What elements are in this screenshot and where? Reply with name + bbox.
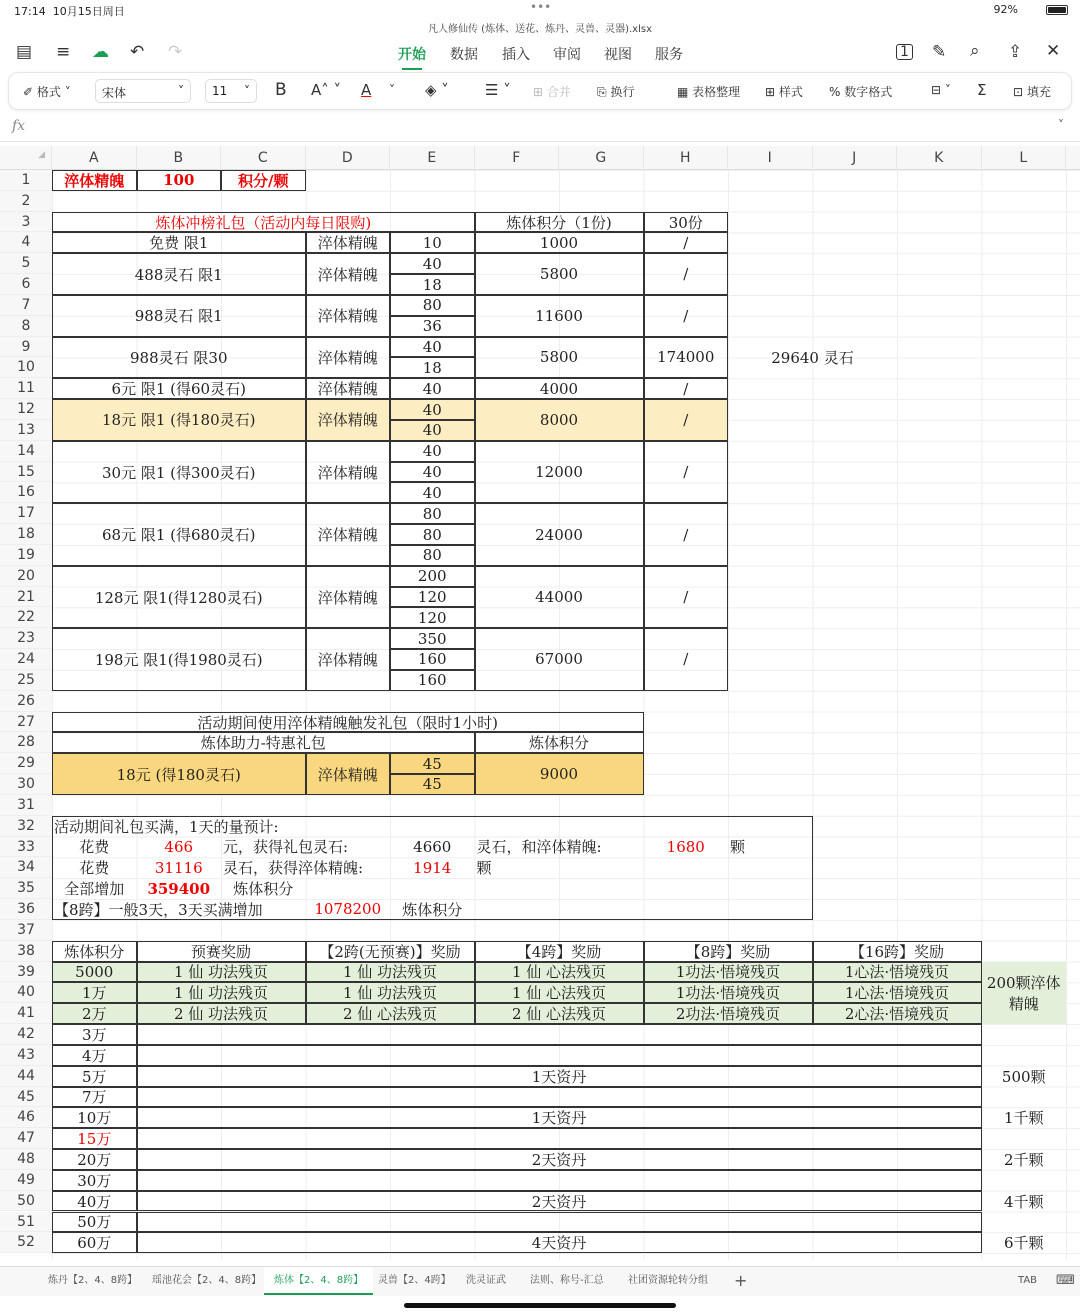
layout-icon[interactable]: ⊟ ˅ <box>931 83 951 97</box>
pack-qty[interactable]: 40 <box>390 441 475 462</box>
estimate-all-label[interactable]: 全部增加 <box>64 880 125 899</box>
estimate-text[interactable]: 炼体积分 <box>233 880 294 899</box>
reward-score[interactable]: 15万 <box>52 1128 137 1149</box>
brush-icon: ✐ <box>23 85 34 99</box>
row-header[interactable]: 17 <box>0 503 52 524</box>
estimate-value[interactable]: 1680 <box>666 837 705 856</box>
pack-name[interactable]: 988灵石 限1 <box>52 295 306 337</box>
pack-qty[interactable]: 160 <box>390 670 475 691</box>
row-header[interactable]: 14 <box>0 441 52 462</box>
estimate-cost-label[interactable]: 花费 <box>79 838 110 857</box>
reward-score[interactable]: 50万 <box>52 1212 137 1233</box>
row-header[interactable]: 47 <box>0 1128 52 1149</box>
percent-icon: % <box>829 85 841 99</box>
row-header[interactable]: 25 <box>0 670 52 691</box>
pack-h[interactable]: / <box>644 441 729 503</box>
pack-qty[interactable]: 40 <box>390 378 475 399</box>
table-tidy-button[interactable]: ▦ 表格整理 <box>677 85 741 99</box>
pack-qty[interactable]: 40 <box>390 337 475 358</box>
row-header[interactable]: 6 <box>0 274 52 295</box>
pack-item[interactable]: 淬体精魄 <box>306 628 391 690</box>
row-header[interactable]: 52 <box>0 1232 52 1253</box>
fill-icon: ⊡ <box>1013 85 1024 99</box>
column-header-b[interactable]: B <box>137 146 222 170</box>
row-header[interactable]: 42 <box>0 1024 52 1045</box>
pack-qty[interactable]: 80 <box>390 524 475 545</box>
font-color-icon[interactable]: A <box>361 81 372 99</box>
estimate-value[interactable]: 1078200 <box>314 900 382 919</box>
reward-cell[interactable]: 2万 <box>52 1003 137 1024</box>
column-headers <box>0 146 1080 170</box>
estimate-line-1[interactable]: 活动期间礼包买满，1天的量预计: <box>54 817 279 836</box>
row-header[interactable]: 50 <box>0 1191 52 1212</box>
pack-score[interactable]: 11600 <box>475 295 644 337</box>
pack-score[interactable]: 5800 <box>475 253 644 295</box>
pack-qty[interactable]: 350 <box>390 628 475 649</box>
pack-score[interactable]: 4000 <box>475 378 644 399</box>
estimate-value[interactable]: 359400 <box>147 879 211 898</box>
merge-icon: ⊞ <box>533 85 544 99</box>
style-icon: ⊞ <box>765 85 776 99</box>
reward-l-value[interactable]: 4千颗 <box>1003 1192 1044 1211</box>
pack-qty[interactable]: 80 <box>390 545 475 566</box>
pack-qty[interactable]: 10 <box>390 232 475 253</box>
reward-dan[interactable]: 2天资丹 <box>531 1150 587 1169</box>
row-header[interactable]: 20 <box>0 566 52 587</box>
row-header[interactable]: 8 <box>0 316 52 337</box>
row-header[interactable]: 22 <box>0 607 52 628</box>
column-header-j[interactable]: J <box>813 146 898 170</box>
reward-row[interactable] <box>137 1128 982 1149</box>
estimate-text[interactable]: 颗 <box>476 859 492 878</box>
row-header[interactable]: 51 <box>0 1212 52 1233</box>
reward-cell[interactable]: 1 仙 功法残页 <box>306 962 475 983</box>
pack-h[interactable]: / <box>644 295 729 337</box>
row-header[interactable]: 35 <box>0 878 52 899</box>
row-header[interactable]: 26 <box>0 691 52 712</box>
row-header[interactable]: 3 <box>0 212 52 233</box>
fill-button[interactable]: ⊡ 填充 <box>1013 85 1051 99</box>
row-header[interactable]: 24 <box>0 649 52 670</box>
pack-qty[interactable]: 200 <box>390 566 475 587</box>
reward-l-value[interactable]: 6千颗 <box>1003 1234 1044 1253</box>
estimate-text[interactable]: 颗 <box>730 838 746 857</box>
formula-bar <box>0 112 1080 142</box>
row-header[interactable]: 27 <box>0 712 52 733</box>
reward-cell[interactable]: 1 仙 心法残页 <box>475 962 644 983</box>
pack-name[interactable]: 988灵石 限30 <box>52 337 306 379</box>
reward-score[interactable]: 3万 <box>52 1024 137 1045</box>
sheet-tab[interactable]: 瑶池花会【2、4、8跨】 <box>152 1275 262 1286</box>
tab-home[interactable]: 开始 <box>398 44 426 64</box>
share-icon[interactable]: ⇪ <box>1008 42 1023 62</box>
reward-score[interactable]: 5万 <box>52 1066 137 1087</box>
reward-cell[interactable]: 1心法·悟境残页 <box>813 982 982 1003</box>
estimate-text[interactable]: 炼体积分 <box>402 900 463 919</box>
pack-h[interactable]: / <box>644 378 729 399</box>
cell-label-c1[interactable]: 积分/颗 <box>221 170 306 191</box>
close-icon[interactable]: ✕ <box>1046 41 1061 61</box>
tab-view[interactable]: 视图 <box>604 47 632 63</box>
row-header[interactable]: 11 <box>0 378 52 399</box>
status-time: 17:14 10月15日周日 <box>14 5 125 18</box>
cell-value-b1[interactable]: 100 <box>137 170 222 191</box>
reward-header[interactable]: 【16跨】奖励 <box>813 941 982 962</box>
reward-header[interactable]: 预赛奖励 <box>137 941 306 962</box>
row-header[interactable]: 2 <box>0 191 52 212</box>
battery-icon <box>1046 5 1068 15</box>
row-header[interactable]: 31 <box>0 795 52 816</box>
cell-label-a1[interactable]: 淬体精魄 <box>52 170 137 191</box>
row-header[interactable]: 9 <box>0 337 52 358</box>
pack-h[interactable]: / <box>644 232 729 253</box>
row-header[interactable]: 1 <box>0 170 52 191</box>
reward-cell[interactable]: 1 仙 功法残页 <box>137 982 306 1003</box>
pack-score[interactable]: 8000 <box>475 399 644 441</box>
pack-score[interactable]: 24000 <box>475 503 644 565</box>
reward-score[interactable]: 20万 <box>52 1149 137 1170</box>
pack-h[interactable]: / <box>644 628 729 690</box>
row-header[interactable]: 7 <box>0 295 52 316</box>
row-header[interactable]: 4 <box>0 232 52 253</box>
row-header[interactable]: 18 <box>0 524 52 545</box>
reward-score[interactable]: 10万 <box>52 1107 137 1128</box>
reward-score[interactable]: 7万 <box>52 1087 137 1108</box>
row-header[interactable]: 38 <box>0 941 52 962</box>
column-header-d[interactable]: D <box>306 146 391 170</box>
pack-qty[interactable]: 120 <box>390 607 475 628</box>
pack-item[interactable]: 淬体精魄 <box>306 566 391 628</box>
tab-data[interactable]: 数据 <box>450 47 478 63</box>
cloud-sync-icon[interactable]: ☁ <box>92 42 109 62</box>
pack-score[interactable]: 12000 <box>475 441 644 503</box>
trigger-title[interactable]: 活动期间使用淬体精魄触发礼包（限时1小时) <box>52 712 644 733</box>
trigger-name[interactable]: 18元 (得180灵石) <box>52 753 306 795</box>
reward-cell[interactable]: 1 仙 功法残页 <box>306 982 475 1003</box>
pack-qty[interactable]: 40 <box>390 399 475 420</box>
table-icon: ▦ <box>677 85 689 99</box>
column-header-l[interactable]: L <box>982 146 1067 170</box>
reward-dan[interactable]: 4天资丹 <box>531 1234 587 1253</box>
trigger-score-header[interactable]: 炼体积分 <box>475 732 644 753</box>
sheet-tab[interactable]: 炼丹【2、4、8跨】 <box>48 1275 138 1286</box>
reward-row[interactable] <box>137 1024 982 1045</box>
reward-dan[interactable]: 1天资丹 <box>531 1109 587 1128</box>
multitask-dots[interactable]: ••• <box>530 0 552 14</box>
format-button[interactable]: ✐ 格式 ˅ <box>23 85 71 99</box>
column-header-i[interactable]: I <box>728 146 813 170</box>
reward-row[interactable] <box>137 1170 982 1191</box>
column-header-f[interactable]: F <box>475 146 560 170</box>
pack-item[interactable]: 淬体精魄 <box>306 399 391 441</box>
wrap-icon: ⎘ <box>597 85 607 99</box>
sheet-tabs <box>0 1266 1080 1296</box>
column-header-k[interactable]: K <box>897 146 982 170</box>
reward-score[interactable]: 40万 <box>52 1191 137 1212</box>
reward-row[interactable] <box>137 1212 982 1233</box>
tab-service[interactable]: 服务 <box>655 47 683 63</box>
sheet-tab[interactable]: 洗灵证武 <box>466 1275 506 1286</box>
pack-title[interactable]: 炼体冲榜礼包（活动内每日限购) <box>52 212 475 233</box>
pack-qty[interactable]: 40 <box>390 420 475 441</box>
trigger-score[interactable]: 9000 <box>475 753 644 795</box>
pack-item[interactable]: 淬体精魄 <box>306 503 391 565</box>
row-header[interactable]: 44 <box>0 1066 52 1087</box>
redo-icon[interactable]: ↷ <box>168 42 183 62</box>
chevron-down-icon: ˅ <box>178 84 184 98</box>
chevron-down-icon[interactable]: ˅ <box>1058 118 1064 132</box>
pack-name[interactable]: 128元 限1(得1280灵石) <box>52 566 306 628</box>
sheet-tab[interactable]: 社团资源轮转分组 <box>628 1275 708 1286</box>
pack-qty[interactable]: 160 <box>390 649 475 670</box>
pack-item[interactable]: 淬体精魄 <box>306 295 391 337</box>
fill-color-icon[interactable]: ◈ ˅ <box>425 81 449 99</box>
pack-item[interactable]: 淬体精魄 <box>306 253 391 295</box>
pack-item[interactable]: 淬体精魄 <box>306 441 391 503</box>
trigger-subtitle[interactable]: 炼体助力-特惠礼包 <box>52 732 475 753</box>
row-header[interactable]: 41 <box>0 1003 52 1024</box>
reward-dan[interactable]: 2天资丹 <box>531 1192 587 1211</box>
row-header[interactable]: 33 <box>0 837 52 858</box>
estimate-text[interactable]: 灵石，获得淬体精魄: <box>223 859 364 878</box>
reward-dan[interactable]: 1天资丹 <box>531 1067 587 1086</box>
sum-icon[interactable]: Σ <box>977 81 987 99</box>
row-header[interactable]: 5 <box>0 253 52 274</box>
chevron-down-icon[interactable]: ˅ <box>389 83 395 97</box>
font-size-select[interactable]: 11 ˅ <box>205 79 257 103</box>
row-header[interactable]: 34 <box>0 857 52 878</box>
menu-icon[interactable]: ≡ <box>56 42 71 62</box>
pack-score[interactable]: 44000 <box>475 566 644 628</box>
pack-item[interactable]: 淬体精魄 <box>306 232 391 253</box>
pack-qty[interactable]: 120 <box>390 587 475 608</box>
pack-score[interactable]: 1000 <box>475 232 644 253</box>
pack-name[interactable]: 免费 限1 <box>52 232 306 253</box>
add-sheet-icon[interactable]: + <box>734 1271 748 1290</box>
row-header[interactable]: 39 <box>0 962 52 983</box>
sheet-tab[interactable]: 法则、称号-汇总 <box>530 1275 604 1286</box>
keyboard-icon[interactable]: ⌨ <box>1056 1273 1075 1288</box>
row-header[interactable]: 28 <box>0 732 52 753</box>
pack-h[interactable]: / <box>644 253 729 295</box>
tab-review[interactable]: 审阅 <box>553 47 581 63</box>
status-bar <box>0 0 1080 20</box>
reward-cell[interactable]: 1 仙 心法残页 <box>475 982 644 1003</box>
estimate-text[interactable]: 灵石，和淬体精魄: <box>476 838 602 857</box>
home-indicator <box>404 1303 676 1308</box>
align-icon[interactable]: ☰ ˅ <box>485 81 511 99</box>
pack-item[interactable]: 淬体精魄 <box>306 337 391 379</box>
reward-header[interactable]: 【8跨】奖励 <box>644 941 813 962</box>
pack-name[interactable]: 488灵石 限1 <box>52 253 306 295</box>
reward-row[interactable] <box>137 1045 982 1066</box>
pack-qty[interactable]: 40 <box>390 253 475 274</box>
pack-h[interactable]: / <box>644 566 729 628</box>
file-title: 凡人修仙传 (炼体、送花、炼丹、灵兽、灵器).xlsx <box>428 24 652 35</box>
reward-score[interactable]: 30万 <box>52 1170 137 1191</box>
row-header[interactable]: 10 <box>0 357 52 378</box>
menu-bar <box>0 36 1080 70</box>
pack-qty[interactable]: 18 <box>390 274 475 295</box>
estimate-value[interactable]: 466 <box>164 837 194 856</box>
estimate-value[interactable]: 4660 <box>413 837 452 856</box>
pack-extra[interactable]: 29640 灵石 <box>771 348 854 367</box>
trigger-item[interactable]: 淬体精魄 <box>306 753 391 795</box>
reward-cell[interactable]: 1心法·悟境残页 <box>813 962 982 983</box>
pack-qty[interactable]: 36 <box>390 316 475 337</box>
row-header[interactable]: 45 <box>0 1087 52 1108</box>
toolbar <box>8 72 1072 110</box>
pack-name[interactable]: 198元 限1(得1980灵石) <box>52 628 306 690</box>
pack-qty[interactable]: 80 <box>390 503 475 524</box>
sidebar-icon[interactable]: ▤ <box>16 42 33 62</box>
reward-cell[interactable]: 2 仙 功法残页 <box>137 1003 306 1024</box>
reward-cell[interactable]: 2心法·悟境残页 <box>813 1003 982 1024</box>
pack-name[interactable]: 6元 限1 (得60灵石) <box>52 378 306 399</box>
bold-button[interactable]: B <box>275 80 287 100</box>
tab-key-label[interactable]: TAB <box>1018 1275 1038 1286</box>
pack-name[interactable]: 68元 限1 (得680灵石) <box>52 503 306 565</box>
reward-cell[interactable]: 1万 <box>52 982 137 1003</box>
row-header[interactable]: 12 <box>0 399 52 420</box>
wrap-button[interactable]: ⎘ 换行 <box>597 85 635 99</box>
tab-insert[interactable]: 插入 <box>502 47 530 63</box>
reward-l-value[interactable]: 1千颗 <box>1003 1109 1044 1128</box>
pack-qty[interactable]: 40 <box>390 462 475 483</box>
trigger-qty[interactable]: 45 <box>390 753 475 774</box>
column-header-h[interactable]: H <box>644 146 729 170</box>
reward-header[interactable]: 炼体积分 <box>52 941 137 962</box>
sheet-tab[interactable]: 炼体【2、4、8跨】 <box>264 1267 373 1295</box>
pack-qty[interactable]: 40 <box>390 482 475 503</box>
row-header[interactable]: 46 <box>0 1107 52 1128</box>
trigger-qty[interactable]: 45 <box>390 774 475 795</box>
reward-cell[interactable]: 1功法·悟境残页 <box>644 982 813 1003</box>
pack-score-header[interactable]: 炼体积分（1份) <box>475 212 644 233</box>
font-select[interactable]: 宋体 ˅ <box>95 79 191 103</box>
row-header[interactable]: 29 <box>0 753 52 774</box>
pack-h[interactable]: / <box>644 503 729 565</box>
reward-score[interactable]: 60万 <box>52 1232 137 1253</box>
select-all-corner[interactable]: ◢ <box>0 146 52 170</box>
estimate-value[interactable]: 1914 <box>413 858 452 877</box>
search-icon[interactable]: ⌕ <box>970 41 980 61</box>
chevron-down-icon: ˅ <box>244 84 250 98</box>
pack-item[interactable]: 淬体精魄 <box>306 378 391 399</box>
row-header[interactable]: 13 <box>0 420 52 441</box>
estimate-text[interactable]: 元，获得礼包灵石: <box>223 838 349 857</box>
reward-l-value[interactable]: 2千颗 <box>1003 1150 1044 1169</box>
row-header[interactable]: 21 <box>0 587 52 608</box>
pack-score[interactable]: 5800 <box>475 337 644 379</box>
reward-row[interactable] <box>137 1087 982 1108</box>
reward-header[interactable]: 【4跨】奖励 <box>475 941 644 962</box>
fx-label: fx <box>12 118 26 134</box>
sheet-tab[interactable]: 灵兽【2、4跨】 <box>378 1275 451 1286</box>
reward-cell[interactable]: 2 仙 心法残页 <box>306 1003 475 1024</box>
row-header[interactable]: 49 <box>0 1170 52 1191</box>
reward-cell[interactable]: 1功法·悟境残页 <box>644 962 813 983</box>
row-header[interactable]: 48 <box>0 1149 52 1170</box>
merge-button[interactable]: ⊞ 合并 <box>533 85 571 99</box>
pack-qty[interactable]: 80 <box>390 295 475 316</box>
row-header[interactable]: 37 <box>0 920 52 941</box>
row-header[interactable]: 19 <box>0 545 52 566</box>
estimate-line-5[interactable]: 【8跨】一般3天，3天买满增加 <box>54 900 263 919</box>
row-header[interactable]: 30 <box>0 774 52 795</box>
pack-h-header[interactable]: 30份 <box>644 212 729 233</box>
pack-qty[interactable]: 18 <box>390 357 475 378</box>
row-header[interactable]: 43 <box>0 1045 52 1066</box>
reward-score[interactable]: 4万 <box>52 1045 137 1066</box>
reward-cell[interactable]: 2功法·悟境残页 <box>644 1003 813 1024</box>
pen-icon[interactable]: ✎ <box>932 42 947 62</box>
pack-h[interactable]: / <box>644 399 729 441</box>
pack-h[interactable]: 174000 <box>644 337 729 379</box>
reward-side-note[interactable]: 200颗淬体精魄 <box>982 962 1067 1024</box>
undo-icon[interactable]: ↶ <box>130 42 145 62</box>
reward-cell[interactable]: 1 仙 功法残页 <box>137 962 306 983</box>
row-header[interactable]: 32 <box>0 816 52 837</box>
battery-percent: 92% <box>993 3 1018 16</box>
estimate-cost-label[interactable]: 花费 <box>79 859 110 878</box>
column-header-g[interactable]: G <box>559 146 644 170</box>
spreadsheet-grid[interactable] <box>0 146 1080 1260</box>
style-button[interactable]: ⊞ 样式 <box>765 85 803 99</box>
pack-name[interactable]: 30元 限1 (得300灵石) <box>52 441 306 503</box>
page-icon[interactable]: 1 <box>896 44 913 60</box>
row-header[interactable]: 36 <box>0 899 52 920</box>
pack-name[interactable]: 18元 限1 (得180灵石) <box>52 399 306 441</box>
reward-header[interactable]: 【2跨(无预赛)】奖励 <box>306 941 475 962</box>
cells[interactable] <box>52 170 1080 1260</box>
estimate-value[interactable]: 31116 <box>154 858 203 877</box>
row-header[interactable]: 23 <box>0 628 52 649</box>
reward-cell[interactable]: 5000 <box>52 962 137 983</box>
font-size-up-icon[interactable]: A˄ ˅ <box>311 81 342 99</box>
row-header[interactable]: 15 <box>0 462 52 483</box>
row-header[interactable]: 40 <box>0 982 52 1003</box>
row-header[interactable]: 16 <box>0 482 52 503</box>
column-header-e[interactable]: E <box>390 146 475 170</box>
column-header-a[interactable]: A <box>52 146 137 170</box>
number-format-button[interactable]: % 数字格式 <box>829 85 893 99</box>
reward-l-value[interactable]: 500颗 <box>1001 1067 1046 1086</box>
column-header-c[interactable]: C <box>221 146 306 170</box>
reward-cell[interactable]: 2 仙 心法残页 <box>475 1003 644 1024</box>
pack-score[interactable]: 67000 <box>475 628 644 690</box>
